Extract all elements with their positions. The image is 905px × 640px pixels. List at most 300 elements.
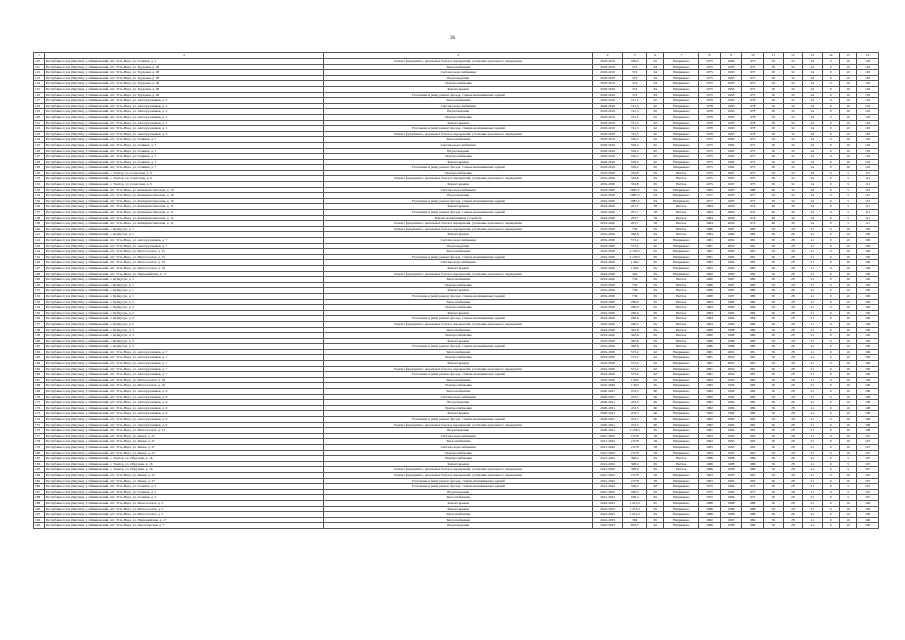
table-cell: 0 — [822, 433, 839, 439]
table-cell: 21 — [803, 439, 823, 445]
table-cell: 986 — [742, 456, 764, 462]
table-cell: 109 — [857, 226, 879, 232]
table-cell: 138 — [34, 215, 45, 221]
table-cell: 107 — [857, 461, 879, 467]
table-cell: 118 — [857, 120, 879, 126]
table-cell: 2019-2020 — [592, 249, 622, 255]
table-cell: 108 — [857, 428, 879, 434]
table-cell: 1993 — [720, 478, 742, 484]
table-cell: 21 — [803, 411, 823, 417]
table-cell: Электроснабжение — [324, 405, 593, 411]
table-cell: 2018-2019 — [592, 86, 622, 92]
table-cell: 559,2 — [623, 159, 647, 165]
table-cell: 28 — [783, 349, 803, 355]
table-cell: 741,5 — [623, 120, 647, 126]
table-cell: 50 — [764, 377, 784, 383]
table-cell: 177 — [34, 433, 45, 439]
table-cell: 58 — [647, 210, 664, 216]
table-cell: 21 — [803, 265, 823, 271]
table-cell: Система водоснабжения — [324, 444, 593, 450]
table-cell: 2020-2021 — [592, 394, 622, 400]
table-cell: Республика Саха (Якутия), у. Оймяконский, пгт. Усть-Нера, ул. Коммунистическая, д. 10 — [44, 187, 324, 193]
table-row — [34, 221, 879, 227]
table-cell: 981 — [742, 243, 764, 249]
table-cell: 1984 — [699, 221, 721, 227]
table-cell: 140 — [34, 226, 45, 232]
table-cell: 113 — [34, 75, 45, 81]
table-cell: 1990 — [720, 383, 742, 389]
table-cell: 50 — [764, 260, 784, 266]
table-cell: 980 — [742, 226, 764, 232]
table-cell: 1975 — [699, 170, 721, 176]
table-cell: Ремонт фундамента, цокольных балок и перекрытий, утепление цокольного перекрытия — [324, 131, 593, 137]
table-cell: 109 — [857, 254, 879, 260]
table-cell: 107 — [857, 484, 879, 490]
table-cell: 62 — [647, 142, 664, 148]
table-cell: Республика Саха (Якутия), у. Оймяконский, с. Томтор, ул. Советская, д. 9 — [44, 182, 324, 188]
table-cell: 65 — [647, 176, 664, 182]
table-cell: Республика Саха (Якутия), у. Оймяконский, пгт. Усть-Нера, ул. Трудовая, д. 28 — [44, 75, 324, 81]
table-cell: Напряжено — [664, 131, 699, 137]
table-cell: 1981 — [699, 428, 721, 434]
table-cell: 10 — [839, 405, 856, 411]
table-cell: 21 — [803, 433, 823, 439]
table-cell: 118 — [34, 103, 45, 109]
table-cell: 1982 — [699, 422, 721, 428]
table-cell: 50 — [764, 495, 784, 501]
table-cell: 975 — [742, 176, 764, 182]
table-cell: 1980 — [699, 333, 721, 339]
table-cell: 10 — [839, 142, 856, 148]
table-cell: 741,5 — [623, 98, 647, 104]
table-cell: 170 — [34, 394, 45, 400]
table-cell: Водоотведение — [324, 489, 593, 495]
table-cell: 1984 — [720, 405, 742, 411]
table-cell: 127 — [34, 154, 45, 160]
table-cell: 558,2 — [623, 489, 647, 495]
table-cell: 107 — [857, 444, 879, 450]
table-cell: Республика Саха (Якутия), у. Оймяконский, с. Куйдусун, д. 1 — [44, 232, 324, 238]
table-cell: 10 — [839, 327, 856, 333]
table-cell: 975 — [742, 142, 764, 148]
table-cell: 143 — [34, 243, 45, 249]
table-cell: 1984 — [720, 137, 742, 143]
table-cell: 1982 — [699, 271, 721, 277]
table-cell: 118 — [857, 98, 879, 104]
table-cell: 32 — [783, 70, 803, 76]
table-cell: 65 — [647, 333, 664, 339]
table-cell: 146 — [34, 260, 45, 266]
table-cell: 65 — [647, 338, 664, 344]
table-cell: Республика Саха (Якутия), у. Оймяконский, с. Куйдусун, д. 3 — [44, 327, 324, 333]
table-cell: 65 — [647, 293, 664, 299]
table-cell: 50 — [764, 467, 784, 473]
table-cell: Республика Саха (Якутия), у. Оймяконский, пгт. Усть-Нера, ул. Автогрузовиков, д. 7 — [44, 366, 324, 372]
table-cell: 118 — [857, 148, 879, 154]
table-cell: 2019-2020 — [592, 293, 622, 299]
table-cell: 0 — [822, 98, 839, 104]
table-cell: Ветхое — [664, 299, 699, 305]
table-cell: 21 — [803, 389, 823, 395]
table-cell: 109 — [857, 355, 879, 361]
table-cell: 2018-2019 — [592, 165, 622, 171]
table-cell: 975 — [742, 159, 764, 165]
table-cell: 21 — [803, 372, 823, 378]
table-cell: 112 — [34, 70, 45, 76]
table-cell: 1993 — [720, 109, 742, 115]
table-cell: 559,2 — [623, 165, 647, 171]
table-cell: 1977 — [699, 198, 721, 204]
table-cell: 21 — [803, 361, 823, 367]
table-cell: 21 — [803, 232, 823, 238]
table-cell: 10 — [839, 361, 856, 367]
table-cell: 10 — [839, 500, 856, 506]
table-cell: 5 — [839, 187, 856, 193]
table-cell: 982 — [742, 400, 764, 406]
table-cell: 2018-2019 — [592, 81, 622, 87]
table-cell: 24 — [803, 137, 823, 143]
table-cell: 0 — [822, 288, 839, 294]
table-cell: Напряжено — [664, 165, 699, 171]
table-cell: Напряжено — [664, 417, 699, 423]
table-cell: 50 — [764, 238, 784, 244]
table-cell: Напряжено — [664, 265, 699, 271]
table-cell: Республика Саха (Якутия), у. Оймяконский, пгт. Усть-Нера, ул. Автогрузовиков, д. 7 — [44, 349, 324, 355]
table-cell: 24 — [803, 64, 823, 70]
table-cell: Теплоснабжение — [324, 349, 593, 355]
table-cell: 2019-2020 — [592, 182, 622, 188]
table-cell: 10 — [839, 372, 856, 378]
table-cell: 980 — [742, 327, 764, 333]
table-cell: 5 — [839, 198, 856, 204]
table-cell: 50 — [764, 316, 784, 322]
table-cell: 663,2 — [623, 523, 647, 529]
table-cell: 2009 — [720, 221, 742, 227]
table-cell: 120 — [34, 114, 45, 120]
table-cell: 1984 — [720, 142, 742, 148]
table-cell: 1981 — [699, 249, 721, 255]
table-cell: 1984 — [720, 484, 742, 490]
table-cell: 50 — [764, 70, 784, 76]
table-cell: 1993 — [720, 193, 742, 199]
table-cell: Теплоснабжение — [324, 512, 593, 518]
table-cell: 65 — [647, 232, 664, 238]
table-cell: 1975 — [699, 86, 721, 92]
table-cell: 1984 — [720, 394, 742, 400]
table-cell: 2018-2019 — [592, 103, 622, 109]
table-cell: 65 — [647, 512, 664, 518]
table-cell: 32 — [783, 75, 803, 81]
table-cell: Республика Саха (Якутия), у. Оймяконский, пгт. Усть-Нера, ул. Мохсоголлох, д. 15 — [44, 254, 324, 260]
table-cell: 2019-2020 — [592, 226, 622, 232]
table-cell: 109 — [857, 265, 879, 271]
table-cell: 64 — [647, 86, 664, 92]
table-cell: 2002 — [720, 372, 742, 378]
table-cell: 50 — [764, 523, 784, 529]
table-cell: 1975 — [699, 75, 721, 81]
table-cell: 1981 — [699, 238, 721, 244]
table-cell: 32 — [783, 98, 803, 104]
table-cell: 21 — [803, 461, 823, 467]
table-cell: 0 — [822, 428, 839, 434]
table-cell: 32 — [783, 148, 803, 154]
table-cell: 2019-2020 — [592, 361, 622, 367]
table-cell: 0 — [822, 411, 839, 417]
table-cell: 0 — [822, 265, 839, 271]
table-cell: 64 — [647, 187, 664, 193]
table-cell: 1978 — [699, 98, 721, 104]
table-cell: 111 — [34, 64, 45, 70]
table-cell: Республика Саха (Якутия), у. Оймяконский, пгт. Усть-Нера, ул. Автогрузовиков, д. 7 — [44, 355, 324, 361]
table-cell: 1984 — [699, 305, 721, 311]
table-cell: 1985,5 — [623, 193, 647, 199]
table-cell: 50 — [764, 310, 784, 316]
table-cell: Республика Саха (Якутия), у. Оймяконский, с. Куйдусун, д. 1 — [44, 277, 324, 283]
table-cell: 981 — [742, 249, 764, 255]
table-cell: 2009 — [720, 210, 742, 216]
table-cell: 28 — [783, 321, 803, 327]
table-cell: 188 — [34, 495, 45, 501]
table-cell: 133 — [34, 187, 45, 193]
table-cell: 0 — [822, 210, 839, 216]
table-row — [34, 198, 879, 204]
table-cell: 175 — [34, 422, 45, 428]
table-cell: 5 — [839, 495, 856, 501]
table-cell: Ветхое — [664, 182, 699, 188]
table-cell: 62 — [647, 120, 664, 126]
table-cell: 1980 — [699, 293, 721, 299]
table-cell: 21 — [803, 226, 823, 232]
table-cell: 983 — [742, 383, 764, 389]
table-cell: 50 — [764, 411, 784, 417]
table-row — [34, 383, 879, 389]
table-cell: 28 — [783, 472, 803, 478]
table-cell: 980 — [742, 282, 764, 288]
table-cell: 374 — [623, 75, 647, 81]
table-cell: 2018-2019 — [592, 142, 622, 148]
table-cell: Напряжено — [664, 484, 699, 490]
table-cell: 21 — [803, 299, 823, 305]
table-cell: 374 — [623, 86, 647, 92]
table-cell: 1984 — [720, 305, 742, 311]
table-cell: 62 — [647, 523, 664, 529]
table-cell: 32 — [783, 198, 803, 204]
table-cell: 50 — [764, 405, 784, 411]
table-cell: 114 — [34, 81, 45, 87]
table-cell: 266,6 — [623, 316, 647, 322]
table-cell: 28 — [783, 512, 803, 518]
table-cell: Ремонт фундамента, цокольных балок и перекрытий, утепление цокольного перекрытия — [324, 472, 593, 478]
table-cell: 741,5 — [623, 114, 647, 120]
table-cell: Республика Саха (Якутия), у. Оймяконский, пгт. Усть-Нера, ул. Мохсоголлох, д. 15 — [44, 428, 324, 434]
table-row — [34, 372, 879, 378]
table-cell: 1987 — [720, 282, 742, 288]
table-cell: Напряжено — [664, 142, 699, 148]
table-cell: 118 — [857, 86, 879, 92]
table-cell: 2018-2019 — [592, 75, 622, 81]
table-row — [34, 394, 879, 400]
table-cell: 2020-2021 — [592, 422, 622, 428]
table-cell: 10 — [839, 316, 856, 322]
table-cell: Республика Саха (Якутия), у. Оймяконский, пгт. Усть-Нера, ул. Галкина, д. 7 — [44, 154, 324, 160]
table-cell: 21 — [803, 444, 823, 450]
table-cell: 1993 — [699, 444, 721, 450]
table-cell: 980 — [742, 344, 764, 350]
table-cell: 62 — [647, 59, 664, 65]
table-cell: 474,5 — [623, 400, 647, 406]
table-cell: 174 — [34, 417, 45, 423]
table-cell: Республика Саха (Якутия), у. Оймяконский, с. Куйдусун, д. 2 — [44, 316, 324, 322]
table-cell: 28 — [783, 243, 803, 249]
table-cell: 176 — [34, 428, 45, 434]
table-cell: 50 — [764, 131, 784, 137]
table-cell: Напряжено — [664, 355, 699, 361]
table-cell: 2 078 — [623, 450, 647, 456]
table-cell: 28 — [783, 495, 803, 501]
table-cell: 981 — [742, 254, 764, 260]
table-cell: 62 — [647, 349, 664, 355]
table-cell: 1978 — [699, 126, 721, 132]
table-cell: 141 — [34, 232, 45, 238]
table-cell: 50 — [764, 450, 784, 456]
table-cell: 58 — [647, 221, 664, 227]
table-cell: 109 — [857, 293, 879, 299]
table-cell: Республика Саха (Якутия), у. Оймяконский, пгт. Усть-Нера, ул. Автогрузовиков, д. 5 — [44, 131, 324, 137]
table-cell: 975 — [742, 137, 764, 143]
table-cell: 1986 — [699, 467, 721, 473]
table-cell: 1980 — [699, 288, 721, 294]
header-cell: 16 — [857, 53, 879, 59]
table-cell: Республика Саха (Якутия), у. Оймяконский, пгт. Усть-Нера, ул. Автогрузовиков, д. 9 — [44, 411, 324, 417]
table-cell: Напряжено — [664, 86, 699, 92]
table-cell: 65 — [647, 377, 664, 383]
table-cell: 21 — [803, 484, 823, 490]
table-cell: 0 — [822, 232, 839, 238]
table-cell: 0 — [822, 198, 839, 204]
table-cell: 50 — [764, 59, 784, 65]
table-cell: 1975 — [699, 70, 721, 76]
table-cell: Утепление и (или) ремонт фасада, ставни-наличниковых зданий — [324, 372, 593, 378]
table-cell: 28 — [783, 417, 803, 423]
table-cell: 10 — [839, 299, 856, 305]
table-cell: 50 — [764, 126, 784, 132]
table-cell: 1984 — [699, 299, 721, 305]
table-cell: 10 — [839, 232, 856, 238]
table-cell: 2009 — [720, 215, 742, 221]
table-cell: 109 — [857, 372, 879, 378]
table-cell: Республика Саха (Якутия), у. Оймяконский, с. Куйдусун, д. 3 — [44, 333, 324, 339]
table-cell: 988 — [742, 187, 764, 193]
table-cell: Напряжено — [664, 377, 699, 383]
table-cell: 10 — [839, 411, 856, 417]
table-cell: 1988 — [720, 467, 742, 473]
table-cell: Напряжено — [664, 120, 699, 126]
table-cell: 144 — [34, 249, 45, 255]
table-cell: Республика Саха (Якутия), у. Оймяконский, пгт. Усть-Нера, ул. Янова, д. 27 — [44, 433, 324, 439]
table-cell: 978 — [742, 120, 764, 126]
table-cell: 28 — [783, 444, 803, 450]
table-cell: 974 — [742, 221, 764, 227]
table-cell: 32 — [783, 86, 803, 92]
table-cell: 1984 — [720, 299, 742, 305]
table-cell: 58 — [647, 444, 664, 450]
table-cell: 266,6 — [623, 321, 647, 327]
table-cell: 10 — [839, 400, 856, 406]
table-cell: 0 — [822, 377, 839, 383]
table-cell: 374 — [623, 70, 647, 76]
table-cell: 1986 — [699, 461, 721, 467]
table-cell: 10 — [839, 450, 856, 456]
table-cell: 0 — [822, 221, 839, 227]
table-cell: 167 — [34, 377, 45, 383]
table-cell: 28 — [783, 411, 803, 417]
table-cell: 266,6 — [623, 305, 647, 311]
table-cell: 10 — [839, 428, 856, 434]
table-cell: 50 — [764, 137, 784, 143]
table-cell: 118 — [857, 59, 879, 65]
table-cell: 308,2 — [623, 461, 647, 467]
table-cell: 1987 — [720, 277, 742, 283]
table-cell: Водоотведение — [324, 428, 593, 434]
table-cell: 50 — [764, 506, 784, 512]
table-cell: Республика Саха (Якутия), у. Оймяконский, пгт. Усть-Нера, ул. Пролетарская, д. 7 — [44, 523, 324, 529]
table-cell: 40 — [764, 221, 784, 227]
table-cell: 32 — [783, 64, 803, 70]
table-cell: 981 — [742, 361, 764, 367]
table-cell: 988 — [742, 512, 764, 518]
table-row — [34, 126, 879, 132]
header-cell: 9 — [720, 53, 742, 59]
header-cell: 3 — [324, 53, 593, 59]
table-cell: 109 — [857, 327, 879, 333]
table-cell: Ветхое — [664, 277, 699, 283]
table-cell: 2018-2019 — [592, 114, 622, 120]
table-cell: 2021-2022 — [592, 433, 622, 439]
table-cell: 1 662 — [623, 377, 647, 383]
table-cell: Республика Саха (Якутия), у. Оймяконский, пгт. Усть-Нера, ул. Трудовая, д. 28 — [44, 81, 324, 87]
table-cell: Система водоснабжения — [324, 70, 593, 76]
table-cell: Напряжено — [664, 478, 699, 484]
table-cell: 302,8 — [623, 344, 647, 350]
table-cell: 21 — [803, 400, 823, 406]
table-cell: 28 — [783, 372, 803, 378]
table-cell: 123 — [34, 131, 45, 137]
table-cell: 10 — [839, 103, 856, 109]
table-cell: 559,2 — [623, 137, 647, 143]
table-cell: 109 — [857, 277, 879, 283]
table-cell: 1985 — [720, 187, 742, 193]
table-cell: 109 — [857, 271, 879, 277]
table-cell: 50 — [764, 305, 784, 311]
table-cell: 28 — [783, 361, 803, 367]
table-cell: Республика Саха (Якутия), у. Оймяконский, с. Томтор, ул. Советская, д. 9 — [44, 170, 324, 176]
table-cell: 0 — [822, 344, 839, 350]
table-cell: 1988 — [720, 512, 742, 518]
table-cell: 109 — [857, 299, 879, 305]
table-cell: 60 — [647, 394, 664, 400]
table-cell: Ветхое — [664, 215, 699, 221]
table-cell: 152 — [34, 293, 45, 299]
table-cell: 28 — [783, 422, 803, 428]
table-cell: 10 — [839, 422, 856, 428]
table-cell: 168 — [34, 383, 45, 389]
table-cell: 1981 — [699, 361, 721, 367]
table-cell: 266,6 — [623, 310, 647, 316]
table-cell: 1990 — [720, 265, 742, 271]
table-cell: 1982 — [699, 517, 721, 523]
table-cell: 62 — [647, 484, 664, 490]
table-cell: 984 — [742, 305, 764, 311]
